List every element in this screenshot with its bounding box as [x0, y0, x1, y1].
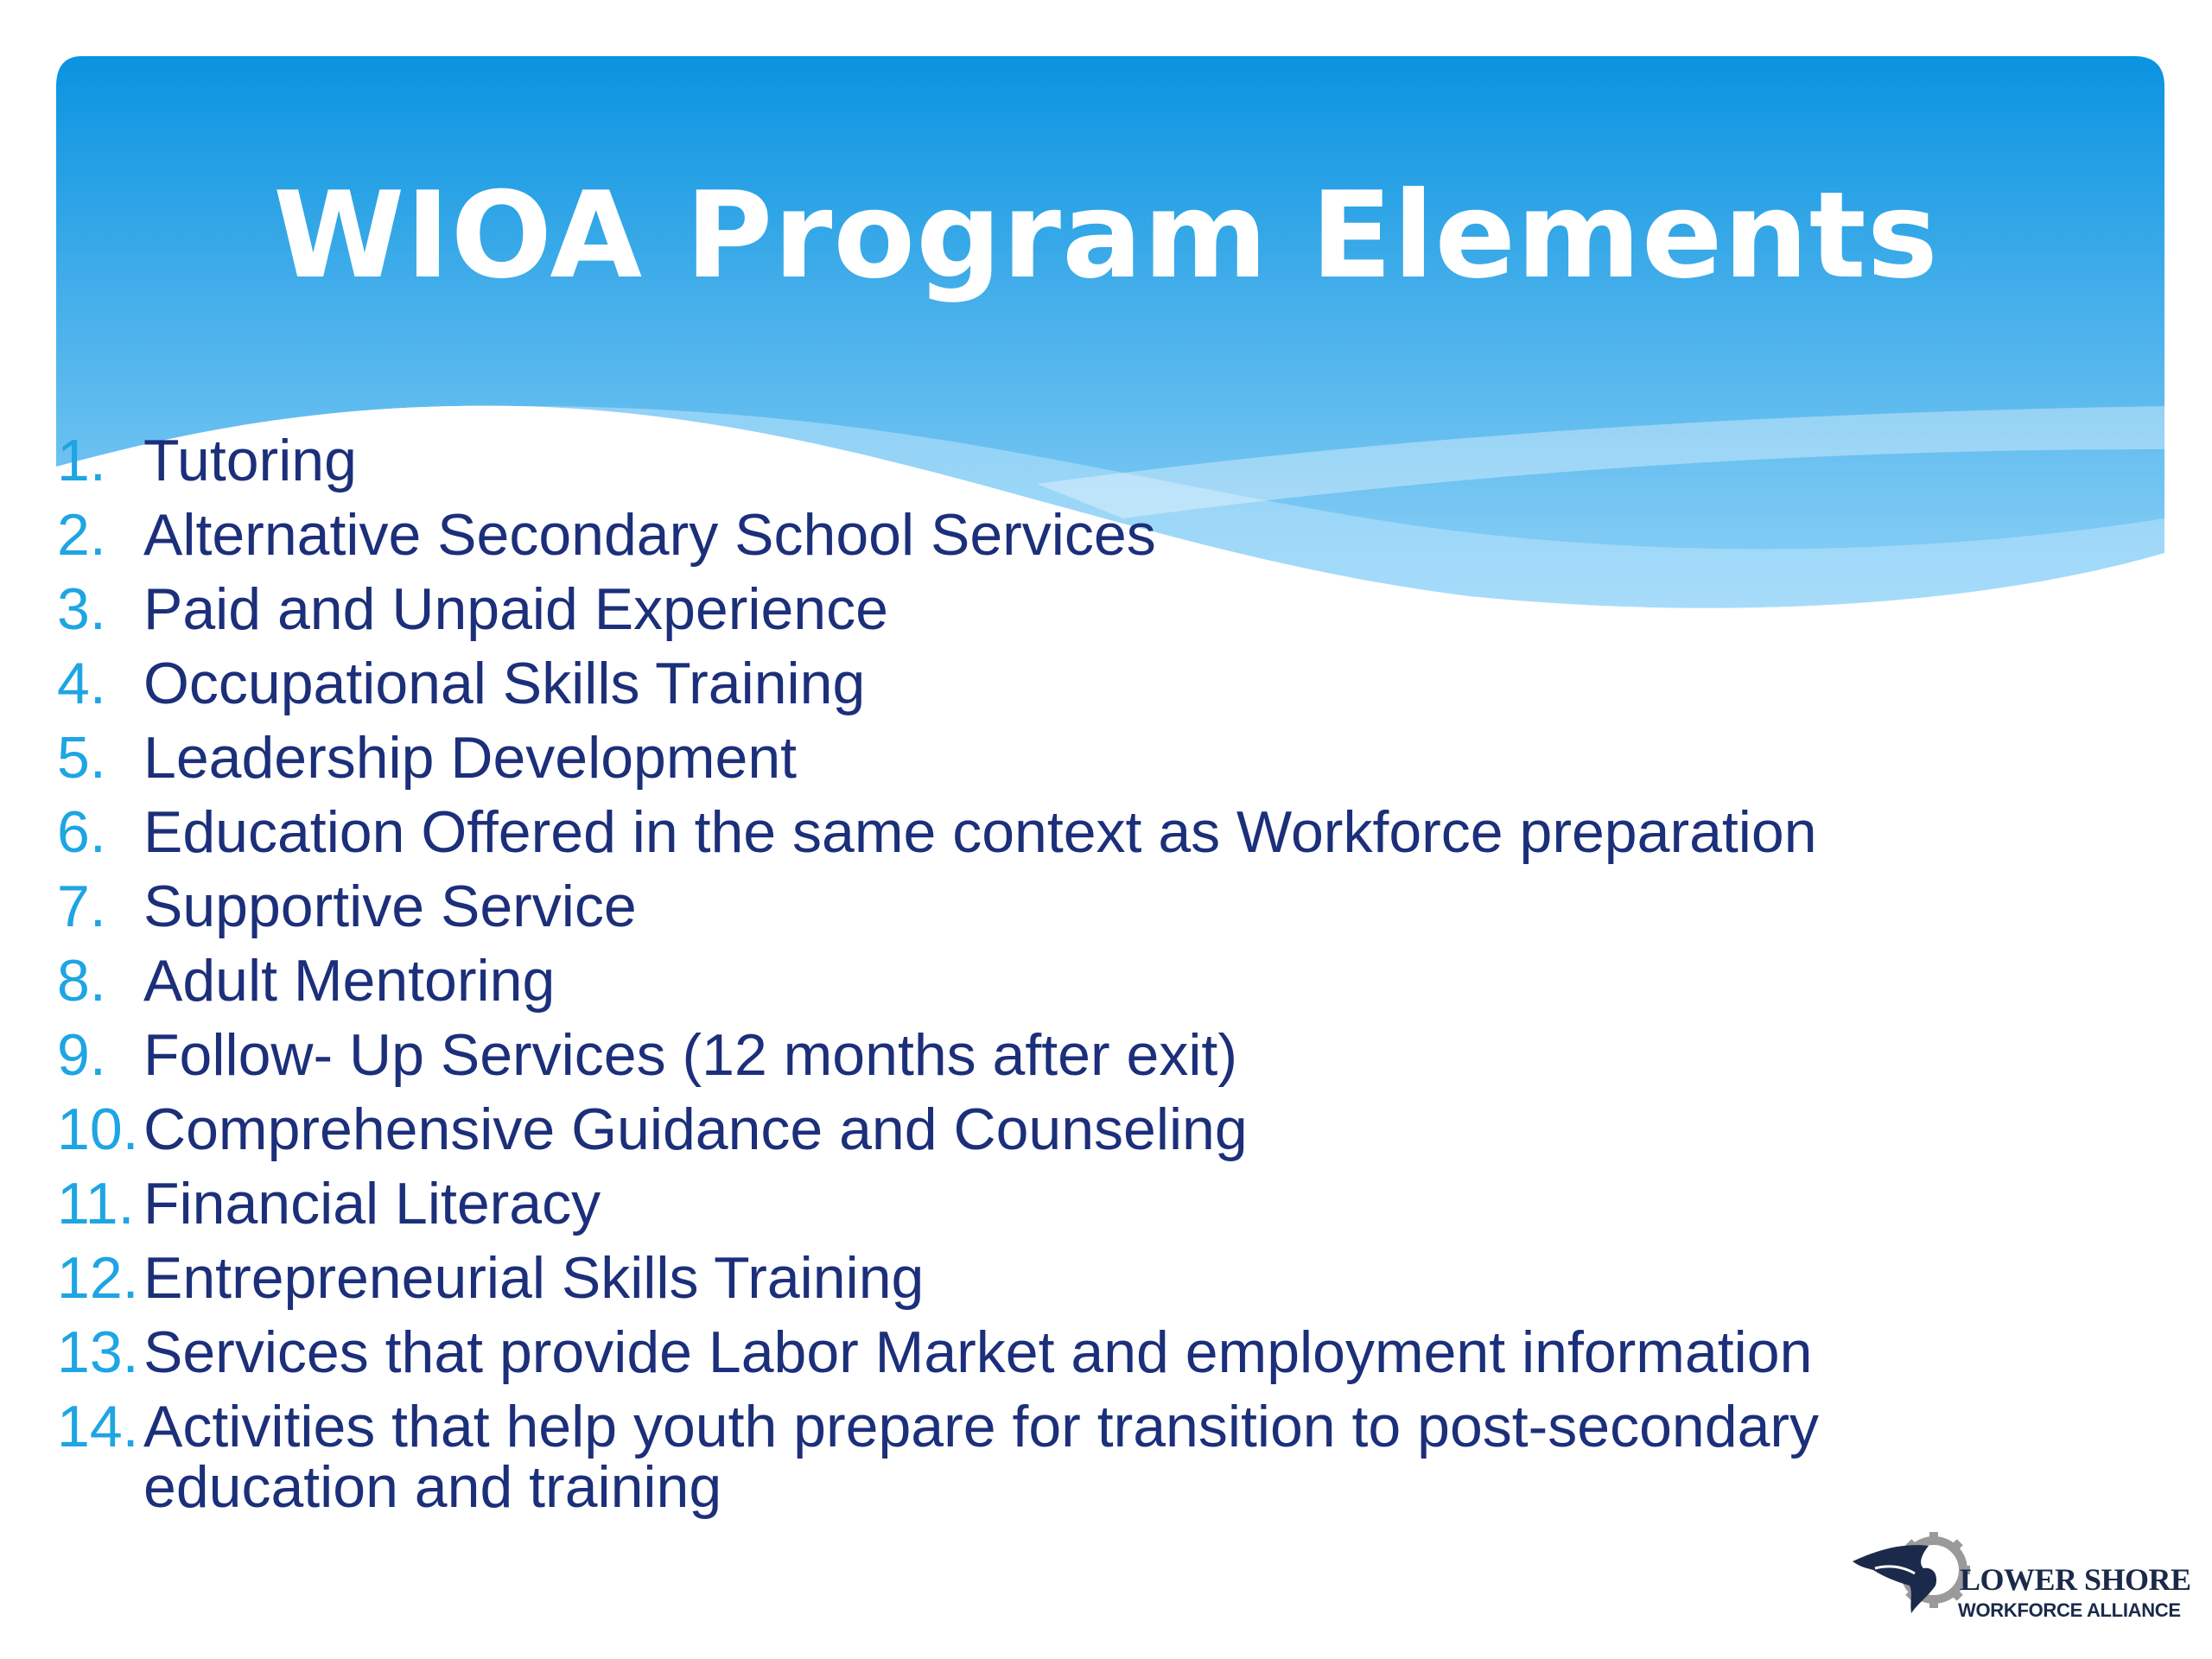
logo-line-1: LOWER SHORE — [1960, 1562, 2191, 1597]
item-number: 13. — [57, 1319, 139, 1385]
item-text: Paid and Unpaid Experience — [143, 576, 888, 642]
item-text: Follow- Up Services (12 months after exit) — [143, 1022, 1237, 1088]
item-text: Tutoring — [143, 428, 357, 493]
item-text: Activities that help youth prepare for transition to post-secondary education and training — [143, 1394, 1820, 1520]
list-item — [57, 1241, 2010, 1315]
item-text: Services that provide Labor Market and employment information — [143, 1319, 1813, 1385]
list-item — [57, 498, 2010, 572]
item-number: 11. — [57, 1171, 135, 1236]
item-text: Occupational Skills Training — [143, 651, 866, 716]
item-text: Alternative Secondary School Services — [143, 502, 1156, 568]
list-item — [57, 721, 2010, 795]
logo-line-2: WORKFORCE ALLIANCE — [1958, 1599, 2181, 1621]
bird-and-gear-icon — [1849, 1516, 1970, 1629]
item-text: Leadership Development — [143, 725, 798, 791]
item-number: 8. — [57, 948, 106, 1014]
item-text: Education Offered in the same context as Workforce preparation — [143, 799, 1817, 865]
item-text: Financial Literacy — [143, 1171, 601, 1236]
item-text: Comprehensive Guidance and Counseling — [143, 1096, 1248, 1162]
item-text: Entrepreneurial Skills Training — [143, 1245, 925, 1311]
list-item — [57, 1389, 2010, 1520]
item-number: 6. — [57, 799, 106, 865]
item-number: 12. — [57, 1245, 139, 1311]
item-number: 4. — [57, 651, 106, 716]
item-number: 7. — [57, 874, 106, 939]
list-item — [57, 1018, 2010, 1092]
item-number: 3. — [57, 576, 106, 642]
slide-title: WIOA Program Elements — [273, 166, 1939, 305]
list-item — [57, 1092, 2010, 1166]
item-text: Supportive Service — [143, 874, 637, 939]
list-item — [57, 646, 2010, 721]
list-item — [57, 1166, 2010, 1241]
item-number: 1. — [57, 428, 106, 493]
list-item — [57, 944, 2010, 1018]
list-item — [57, 869, 2010, 944]
item-number: 9. — [57, 1022, 106, 1088]
item-text: Adult Mentoring — [143, 948, 556, 1014]
item-number: 5. — [57, 725, 106, 791]
item-number: 10. — [57, 1096, 139, 1162]
list-item — [57, 572, 2010, 646]
list-item — [57, 795, 2010, 869]
program-elements-list — [57, 423, 2010, 1520]
lower-shore-logo — [1849, 1516, 2195, 1629]
list-item — [57, 423, 2010, 498]
item-number: 14. — [57, 1394, 139, 1459]
item-number: 2. — [57, 502, 106, 568]
list-item — [57, 1315, 2010, 1389]
